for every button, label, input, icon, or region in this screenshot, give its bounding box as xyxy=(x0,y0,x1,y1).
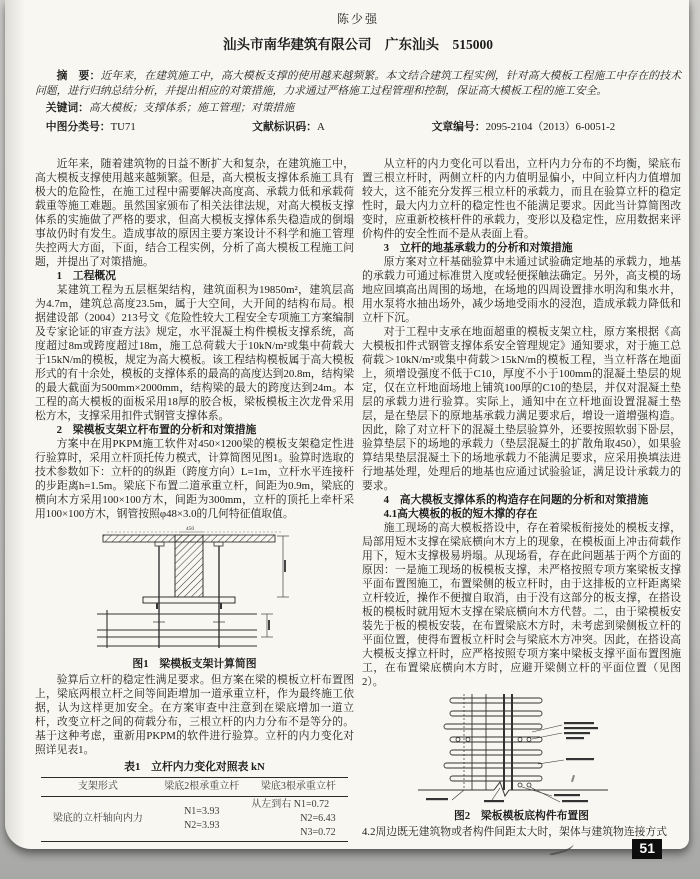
section-2-analysis-paragraph: 从立杆的内力变化可以看出，立杆内力分布的不均衡，梁底布置三根立杆时，两侧立杆的内力值明显偏小，中间立杆内力值增加较大，这不能充分发挥三根立杆的承载力，而且在验算立杆的稳定性时，最大内力立杆的稳定性也不能满足要求。因此当计算简图改变时，应重新校核杆件的承载力，变形以及稳定性，应用数据来评价构件的安全性而不是从表面上看。 xyxy=(362,158,681,240)
keywords-label: 关键词： xyxy=(45,102,89,114)
clc-item xyxy=(35,120,241,135)
classification-row xyxy=(35,120,681,135)
page-number-badge: 51 xyxy=(632,839,662,859)
article-no-item xyxy=(421,120,681,135)
figure1-caption: 图1 梁模板支架计算简图 xyxy=(132,658,257,670)
table1-col1-header: 支架形式 xyxy=(41,778,154,797)
clc-value: TU71 xyxy=(110,121,136,133)
section-2-heading: 2 梁模板支架立杆布置的分析和对策措施 xyxy=(56,424,257,436)
figure2-diagram xyxy=(412,692,632,804)
figure2 xyxy=(362,692,681,808)
clc-label: 中图分类号： xyxy=(45,121,111,133)
two-column-body xyxy=(35,157,681,842)
doc-code-item xyxy=(241,120,420,135)
section-3-paragraph-1: 原方案对立杆基础验算中未通过试验确定地基的承载力，地基的承载力可通过标准贯入度或轻便探触法确定。另外，高支模的场地应回填高出周围的场地，在场地的四周设置排水明沟和集水井，用水泵将水抽出场外，减少场地受雨水的浸泡，造成承载力降低和立杆下沉。 xyxy=(362,256,681,324)
table1-col3-line2: N2=6.43 xyxy=(300,813,336,824)
table1-col2-line2: N2=3.93 xyxy=(184,820,220,831)
table1-col3-header: 梁底3根承重立杆 xyxy=(249,778,347,797)
abstract-text: 近年来，在建筑施工中，高大模板支撑的使用越来越频繁。本文结合建筑工程实例，针对高大模板工程施工中存在的技术问题，进行归纳总结分析，并提出相应的对策措施，力求通过严格施工过程管理和控制，保证高大模板工程的施工安全。 xyxy=(35,70,682,97)
figure1-diagram xyxy=(87,524,303,652)
keywords xyxy=(35,101,681,116)
table1 xyxy=(41,777,347,842)
section-2-paragraph: 方案中在用PKPM施工软件对450×1200梁的模板支架稳定性进行验算时，采用立杆顶托传力模式，计算简图见图1。验算时选取的技术参数如下：立杆的的纵距（跨度方向）L=1m，立杆水平连接杆的步距离h=1.5m。梁底下布置二道承重立杆，间距为0.9m，梁底的横向木方采用100×100方木，间距为300mm，立杆的顶托上牵杆采用100×100方木，钢管按照φ48×3.0的几何特征值取值。 xyxy=(35,438,354,520)
section-4-1-heading: 4.1高大模板的板的短木撑的存在 xyxy=(383,508,538,520)
table1-row-label: 梁底的立杆轴向内力 xyxy=(52,813,143,824)
table1-title: 表1 立杆内力变化对照表 kN xyxy=(124,761,265,773)
section-4-heading: 4 高大模板支撑体系的构造存在问题的分析和对策措施 xyxy=(383,494,649,506)
section-3-paragraph-2: 对于工程中支承在地面超重的模板支架立柱，原方案根据《高大模板扣件式钢管支撑体系安全管理规定》通知要求，对于施工总荷载＞10kN/m²或集中荷载＞15kN/m的模板工程，当立杆落在地面上，须增设强度不低于C10，厚度不小于100mm的混凝土垫层的规定，仅在立杆地面场地上铺筑100厚的C10的垫层，并仅对混凝土垫层的承载力进行验算。实际上，通知中在立杆地面设置混凝土垫层，是在垫层下的原地基承载力满足要求后，增设一道增强构造。因此，除了对立杆下的混凝土垫层验算外，还要按照软弱下卧层，验算垫层下的场地的承载力（垫层混凝土的扩散角取450），如果验算结果垫层混凝土下的场地承载力不能满足要求，应采用换填法进行地基处理，处理后的地基也应通过试验验证，满足设计承载力的要求。 xyxy=(362,326,681,492)
svg-text:450: 450 xyxy=(185,526,194,532)
table1-col3-line3: N3=0.72 xyxy=(300,827,336,838)
author-affiliation: 汕头市南华建筑有限公司 广东汕头 515000 xyxy=(223,37,493,52)
section-1-heading: 1 工程概况 xyxy=(56,270,116,282)
paper-page xyxy=(5,0,689,849)
figure2-annotation-marks xyxy=(564,722,598,739)
article-no-value: 2095-2104（2013）6-0051-2 xyxy=(485,121,616,133)
left-column xyxy=(35,157,354,842)
table-row xyxy=(41,797,347,842)
table1-col3-values xyxy=(249,797,347,842)
figure1 xyxy=(35,524,354,656)
section-4-2-line: 4.2周边既无建筑物或者构件间距太大时，架体与建筑物连接方式 xyxy=(362,826,668,838)
keywords-text: 高大模板；支撑体系；施工管理；对策措施 xyxy=(88,102,295,114)
table1-col2-header: 梁底2根承重立杆 xyxy=(154,778,249,797)
author-name: 陈少强 xyxy=(336,12,379,26)
abstract-label: 摘 要： xyxy=(56,70,101,82)
table1-col2-line1: N1=3.93 xyxy=(184,806,220,817)
abstract xyxy=(35,69,681,99)
table1-col2-values xyxy=(154,797,249,842)
section-1-paragraph: 某建筑工程为五层框架结构，建筑面积为19850m²，建筑层高为4.7m，建筑总高度23.5m，属于大空间，大开间的结构布局。根据建设部（2004）213号文《危险性较大工程安全专项施工方案编制及专家论证的审查方法》规定，水平混凝土构件模板支撑系统，高度超过8m或跨度超过18m，施工总荷载大于10kN/m²或集中荷载大于15kN/m的模板，规定为高大模板。该工程结构模板属于高大模板形式的有十余处，模板的支撑体系的最高的高度达到20.8m，结构梁的最大截面为500mm×2000mm，结构梁的最大的跨度达到24m。本工程的高大模板的面板采用18厚的胶合板，梁板模板主次龙骨采用松方木，支撑采用扣件式钢管支撑体系。 xyxy=(35,284,354,422)
table1-col3-line1: 从左到右 N1=0.72 xyxy=(251,799,330,810)
intro-paragraph: 近年来，随着建筑物的日益不断扩大和复杂，在建筑施工中，高大模板支撑使用越来越频繁。但是，高大模板支撑体系施工具有极大的危险性，在施工过程中需要解决高度高、承载力低和承载荷载重等施工难题。虽然国家颁布了相关法律法规，对高大模板支撑体系的实施做了严格的要求，但高大模板支撑体系失稳造成的倒塌事故仍时有发生。造成事故的原因主要方案设计不科学和施工管理失控两大方面，下面，结合工程实例，分析了高大模板工程施工问题，并提出了对策措施。 xyxy=(35,158,354,268)
section-3-heading: 3 立杆的地基承载力的分析和对策措施 xyxy=(383,242,573,254)
doc-code-value: A xyxy=(316,121,325,133)
table1-header-row xyxy=(41,778,347,797)
section-2-paragraph-after-fig: 验算后立杆的稳定性满足要求。但方案在梁的模板立杆布置图上，梁底两根立杆之间等间距增加一道承重立杆，作为最终施工依据，认为这样更加安全。在方案审查中注意到在梁底增加一道立杆，改变立杆之间的荷载分布，三根立杆的内力分布不是等分的。基于这种考虑，重新用PKPM的软件进行验算。立杆的内力变化对照详见表1。 xyxy=(35,674,354,756)
article-no-label: 文章编号： xyxy=(431,121,486,133)
doc-code-label: 文献标识码： xyxy=(252,121,317,133)
right-column xyxy=(362,157,681,842)
figure2-caption: 图2 梁板模板底构件布置图 xyxy=(454,810,589,822)
section-4-paragraph: 施工现场的高大模板搭设中，存在着梁板衔接处的模板支撑，局部用短木支撑在梁底横向木方上的现象，在模板面上冲击荷载作用下，短木支撑极易坍塌。从现场看，存在此问题基于两个方面的原因：一是施工现场的板模板支撑，未严格按照专项方案梁板支撑平面布置图施工，布置梁侧的板立杆时，由于这排板的立杆距离梁立杆较近，操作不便擅自取消，由于没有这部分的板支撑，在搭设板的模板时就用短木支撑在梁底横向木方代替。二，由于梁模板安装先于板的模板安装，在布置梁底木方时，未考虑到梁侧板立杆的平面位置，使得布置板立杆时会与梁底木方冲突。因此，在搭设高大模板支撑立杆时，应严格按照专项方案中梁板支撑平面布置图施工，在布置梁底横向木方时，应避开梁侧立杆的平面位置（见图2）。 xyxy=(362,522,681,688)
